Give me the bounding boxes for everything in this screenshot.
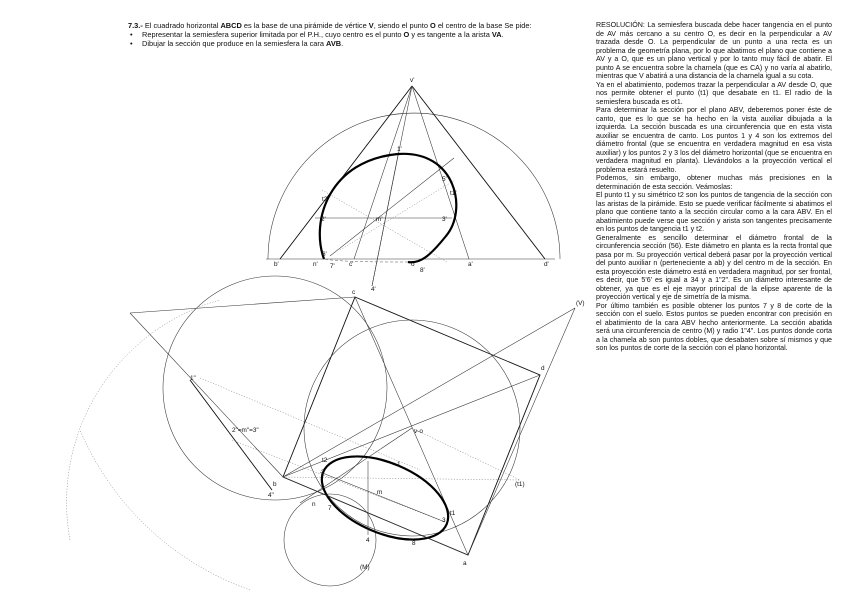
- label-n: n': [313, 261, 318, 268]
- label-3: 3': [442, 216, 447, 223]
- edge-vc: [354, 86, 412, 259]
- label-o: o': [411, 261, 416, 268]
- title-part: es la base de una pirámide de vértice: [241, 21, 369, 30]
- abatement-ground: [283, 477, 520, 480]
- edge-ab: [283, 477, 468, 555]
- edge-va: [412, 86, 469, 259]
- label-plan-d: d: [541, 365, 545, 372]
- title-part: V: [368, 21, 374, 30]
- task-part: .: [501, 30, 504, 40]
- hemisphere-contour: [268, 113, 560, 259]
- label-v: v': [410, 77, 415, 84]
- label-plan-n: n: [312, 501, 316, 508]
- label-plan-t1: t1: [450, 510, 456, 517]
- label-plan-M: (M): [360, 564, 370, 571]
- label-2: 2': [321, 216, 326, 223]
- task-part: y es tangente a la arista: [409, 30, 492, 40]
- label-plan-4pp: 4": [268, 492, 274, 499]
- aux-edge-left: [130, 313, 283, 477]
- auxiliary-arc-dotted-2: [80, 430, 250, 590]
- resolution-paragraph: Generalmente es sencillo determinar el diámetro frontal de la circunferencia sección (56). Este diámetro en planta es la recta frontal que pasa por m. Su proyección vertical deberá pasar por la proyección vertical del punto auxiliar n (perteneciente a ab) y del centro m de la sección. En esta proyección este diámetro está en verdadera magnitud, por ser frontal, es decir, que 5'6' es igual a 34 y a 1"2". Es un diámetro interesante de obtener, ya que es el eje mayor principal de la elipse aparente de la proyección vertical y eje de simetría de la misma.: [596, 233, 832, 301]
- title-part: , siendo el punto: [373, 21, 431, 30]
- task-part: Representar la semiesfera superior limitada por el P.H., cuyo centro es el punto: [142, 30, 404, 40]
- construction-line: [340, 180, 455, 250]
- label-8: 8': [420, 267, 425, 274]
- task-part: AVB: [326, 39, 342, 49]
- label-plan-a: a: [463, 560, 467, 567]
- resolution-paragraph: Para determinar la sección por el plano ABV, deberemos poner éste de canto, que es lo que se ha hecho en la vista auxiliar dibujada a la izquierda. La sección buscada es una circunferencia que en esta vista auxiliar se encuentra de canto. Los puntos 1 y 4 son los extremos del diámetro frontal (que se encuentra en verdadera magnitud en esa vista auxiliar) y los puntos 2 y 3 los del diámetro horizontal (que se encuentra en verdadera magnitud en planta). Llevándolos a la proyección vertical el problema estará resuelto.: [596, 106, 832, 174]
- label-plan-8: 8: [412, 540, 416, 547]
- label-a: a': [468, 261, 473, 268]
- abatement-v-a: [468, 308, 575, 555]
- abatement-v-b: [283, 308, 575, 477]
- problem-number: 7.3.-: [128, 21, 143, 30]
- task-part: Dibujar la sección que produce en la semiesfera la cara: [142, 39, 327, 49]
- label-plan-2pp: 2"=m"=3": [232, 427, 259, 434]
- label-b: b': [274, 261, 279, 268]
- plan-view: [67, 276, 585, 590]
- label-6: 6': [322, 251, 327, 258]
- task-part: O: [403, 30, 410, 40]
- label-d: d': [544, 261, 549, 268]
- label-t2: t2': [322, 196, 329, 203]
- elevation-view: [266, 77, 560, 293]
- label-5: 5': [442, 176, 447, 183]
- label-plan-4: 4: [366, 537, 370, 544]
- title-part: el centro de la base Se pide:: [435, 21, 532, 30]
- label-4: 4': [371, 286, 376, 293]
- label-plan-7: 7: [328, 505, 332, 512]
- resolution-paragraph: Por último también es posible obtener los puntos 7 y 8 de corte de la sección con el suelo. Estos puntos se pueden encontrar con precisión en el abatimiento de la cara ABV hecho anteriormente. La sección abatida será una circunferencia de centro (M) y radio 1"4". Los puntos donde corta a la chamela ab son puntos dobles, que desabaten sobre sí mismos y que son los puntos de corte de la sección con el plano horizontal.: [596, 301, 832, 352]
- label-7: 7': [330, 263, 335, 270]
- label-plan-t1p: (t1): [515, 481, 525, 488]
- task-part: VA: [491, 30, 502, 40]
- label-c: c': [349, 261, 354, 268]
- aux-edge-top: [130, 297, 355, 313]
- edge-vd: [412, 86, 545, 259]
- label-plan-V: (V): [576, 300, 585, 307]
- title-part: El cuadrado horizontal: [144, 21, 221, 30]
- auxiliary-circle: [163, 276, 387, 500]
- label-plan-b: b: [273, 481, 277, 488]
- label-plan-t2: t2: [322, 457, 328, 464]
- label-plan-2: 2: [321, 469, 325, 476]
- resolution-paragraph: Ya en el abatimiento, podemos trazar la perpendicular a AV desde O, que nos permite obtener el punto (t1) que desabate en t1. El radio de la semiesfera buscada es ot1.: [596, 80, 832, 106]
- label-plan-c: c: [352, 289, 356, 296]
- title-part: O: [430, 21, 436, 30]
- edge-vb: [280, 86, 412, 259]
- label-plan-m: m: [377, 489, 383, 496]
- radius-o-t1: [412, 428, 520, 480]
- label-plan-vo: v-o: [414, 428, 423, 435]
- task-part: .: [341, 39, 344, 49]
- label-plan-1: 1: [397, 461, 401, 468]
- label-m: m': [376, 216, 383, 223]
- label-1: 1': [397, 146, 402, 153]
- resolution-paragraph: El punto t1 y su simétrico t2 son los puntos de tangencia de la sección con las aristas de la pirámide. Esto se puede verificar fácilmente si abatimos el plano que contiene tanto a la sección circular como a la cara ABV. En el abatimiento puede verse que sección y arista son tangentes precisamente en los puntos de tangencia t1 y t2.: [596, 191, 832, 233]
- construction-line-2: [322, 190, 447, 262]
- resolution-paragraph: RESOLUCIÓN: La semiesfera buscada debe hacer tangencia en el punto de AV más cercano a su centro O, es decir en la perpendicular a AV trazada desde O. La perpendicular de un punto a una recta es un problema de geometría plana, por lo que abatimos el plano que contiene a AV y a O, que es un plano vertical y por lo tanto muy fácil de abatir. El punto A se encuentra sobre la charnela (que es CA) y no varía al abatirlo, mientras que V abatirá a una distancia de la charnela igual a su cota.: [596, 21, 832, 80]
- section-ellipse-hidden: [324, 259, 408, 262]
- label-plan-1pp: 1": [190, 375, 196, 382]
- title-part: ABCD: [220, 21, 242, 30]
- auxiliary-arc-dotted: [67, 300, 220, 540]
- label-plan-3: 3: [442, 517, 446, 524]
- section-ellipse-elevation: [320, 154, 457, 262]
- axis-23: [320, 472, 445, 522]
- label-t1: t1': [450, 190, 457, 197]
- resolution-paragraph: Podemos, sin embargo, obtener muchas más precisiones en la determinación de esta sección. Veámoslas:: [596, 174, 832, 191]
